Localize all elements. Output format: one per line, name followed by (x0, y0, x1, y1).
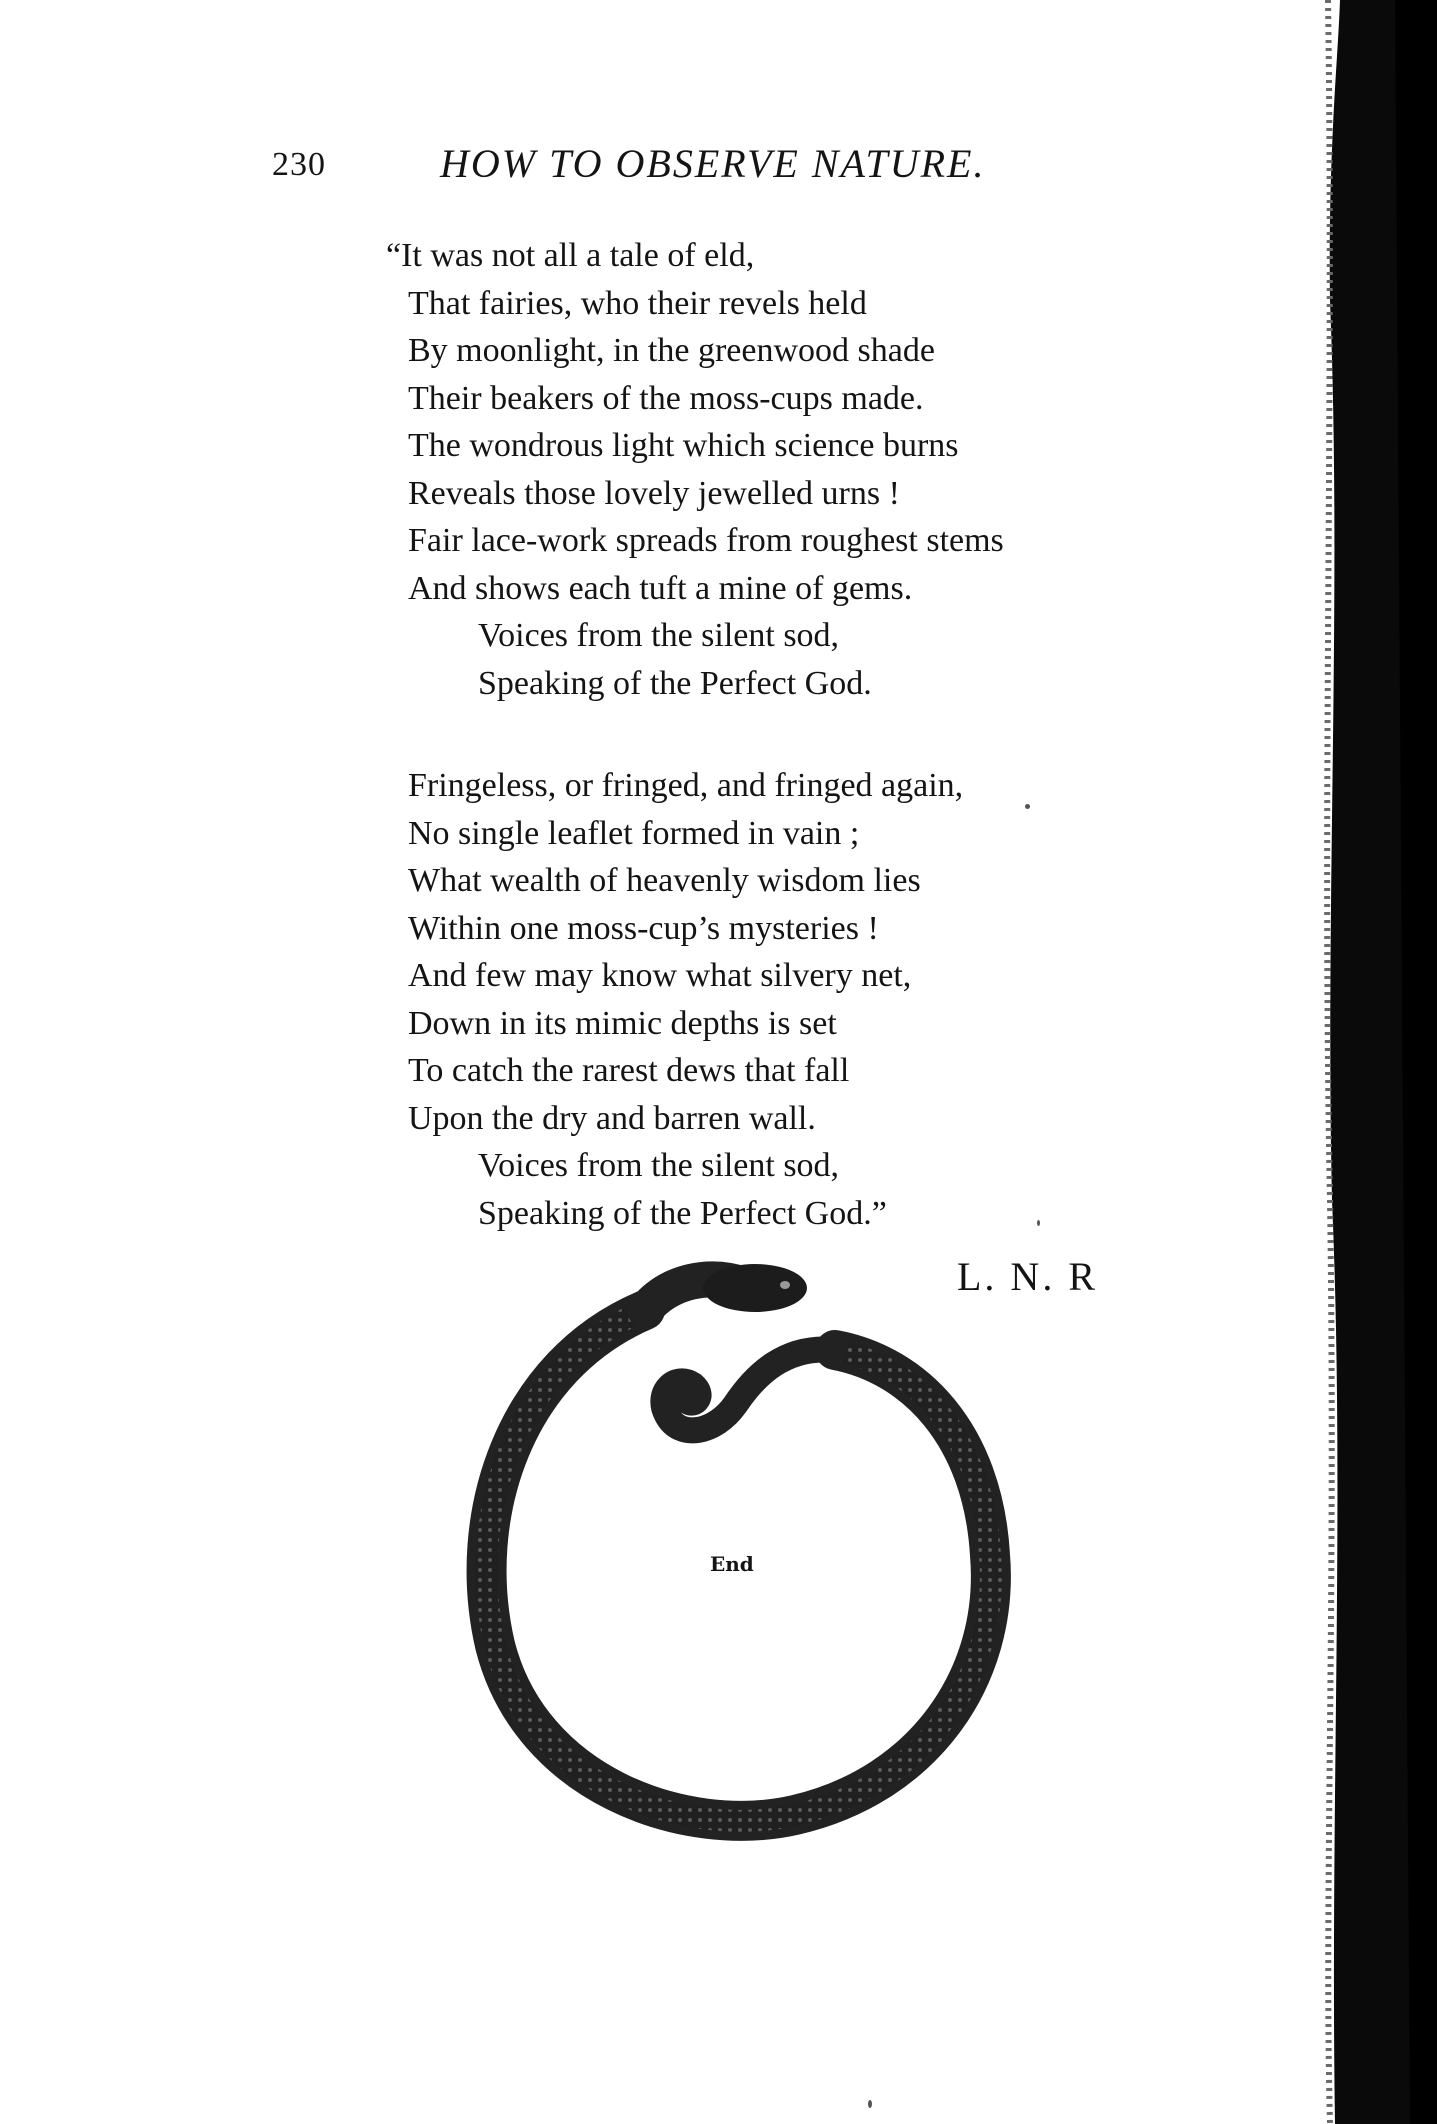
poem-refrain-line: Speaking of the Perfect God. (478, 664, 872, 702)
serpent-head (703, 1264, 807, 1312)
scan-speck (868, 2100, 872, 2108)
scan-speck (1025, 804, 1030, 809)
poem-line: The wondrous light which science burns (408, 427, 959, 464)
poem-line: Upon the dry and barren wall. (408, 1099, 816, 1137)
poem-line: Fair lace-work spreads from roughest stems (408, 522, 1004, 559)
scanned-binding-edge (1300, 0, 1437, 2124)
poem-refrain-line: Speaking of the Perfect God.” (478, 1194, 887, 1232)
poem-line: That fairies, who their revels held (408, 284, 867, 322)
poem-line: Fringeless, or fringed, and fringed again, (408, 767, 964, 804)
poem-line: And few may know what silvery net, (408, 957, 912, 994)
poem-line: And shows each tuft a mine of gems. (408, 569, 913, 607)
scan-speck (1037, 1220, 1040, 1226)
poem-line: What wealth of heavenly wisdom lies (408, 862, 921, 899)
poem-line: By moonlight, in the greenwood shade (408, 332, 935, 369)
poem-refrain-line: Voices from the silent sod, (478, 1147, 840, 1184)
poem-refrain-line: Voices from the silent sod, (478, 617, 840, 654)
running-title: HOW TO OBSERVE NATURE. (440, 141, 986, 186)
poem-line: No single leaflet formed in vain ; (408, 814, 860, 852)
poem-line: Down in its mimic depths is set (408, 1004, 837, 1042)
poem-stanza-1 (386, 232, 1004, 707)
poem-line: Reveals those lovely jewelled urns ! (408, 474, 900, 512)
poem-line: To catch the rarest dews that fall (408, 1052, 850, 1089)
page-number: 230 (272, 146, 326, 183)
poem-line: Within one moss-cup’s mysteries ! (408, 909, 879, 947)
poem-stanza-2 (408, 762, 963, 1237)
serpent-tail (663, 1349, 835, 1430)
poem-line: Their beakers of the moss-cups made. (408, 379, 924, 417)
poem-line: “It was not all a tale of eld, (386, 237, 755, 274)
author-initials: L. N. R (957, 1254, 1098, 1299)
illustration-end-label: End (710, 1552, 754, 1576)
